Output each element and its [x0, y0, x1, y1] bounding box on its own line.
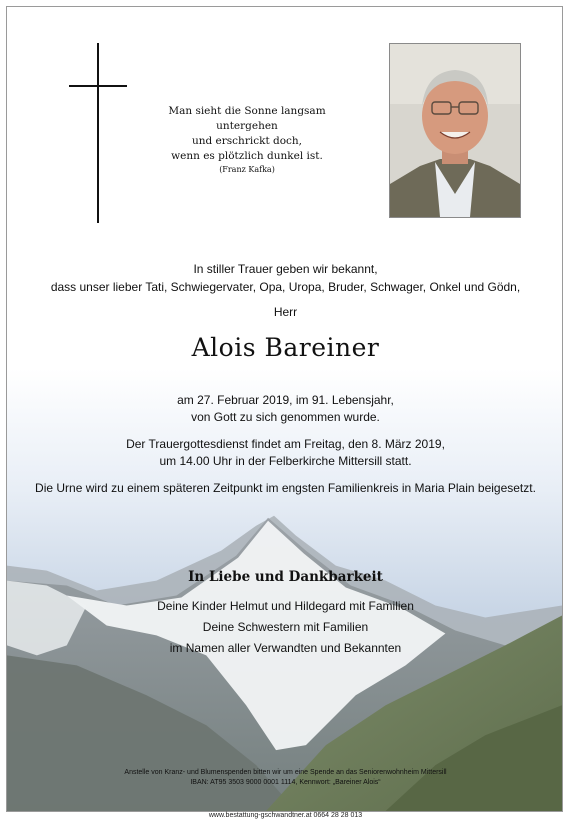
- mourner-line: im Namen aller Verwandten und Bekannten: [169, 641, 402, 655]
- poem-line: wenn es plötzlich dunkel ist.: [171, 150, 323, 162]
- announcement-text: [7, 260, 563, 296]
- mourner-line: Deine Kinder Helmut und Hildegard mit Familien: [157, 599, 414, 613]
- death-line: am 27. Februar 2019, im 91. Lebensjahr,: [177, 393, 394, 407]
- mourner-line: Deine Schwestern mit Familien: [202, 620, 369, 634]
- iban-line: IBAN: AT95 3503 9000 0001 1114, Kennwort: „Bareiner Alois“: [190, 779, 381, 786]
- poem-line: Man sieht die Sonne langsam untergehen: [168, 105, 326, 132]
- poem-author: (Franz Kafka): [219, 165, 275, 174]
- service-line: um 14.00 Uhr in der Felberkirche Mittersill statt.: [159, 454, 412, 468]
- death-line: von Gott zu sich genommen wurde.: [191, 410, 380, 424]
- death-info: [7, 392, 563, 426]
- portrait-photo: [389, 43, 521, 218]
- cross-icon-vertical: [97, 43, 99, 223]
- service-info: [7, 436, 563, 470]
- deceased-name: Alois Bareiner: [191, 333, 380, 362]
- website-contact: www.bestattung-gschwandtner.at 0664 28 28 013: [208, 812, 363, 819]
- closing-phrase: In Liebe und Dankbarkeit: [188, 569, 383, 585]
- obituary-card: [6, 6, 563, 812]
- announcement-line: dass unser lieber Tati, Schwiegervater, Opa, Uropa, Bruder, Schwager, Onkel und Gödn,: [50, 280, 521, 294]
- announcement-line: In stiller Trauer geben wir bekannt,: [193, 262, 378, 276]
- urn-info: Die Urne wird zu einem späteren Zeitpunkt im engsten Familienkreis in Maria Plain beigesetzt.: [35, 481, 536, 495]
- donation-note: [7, 768, 563, 788]
- cross-icon-horizontal: [69, 85, 127, 87]
- mourners-list: [7, 596, 563, 659]
- title-prefix: Herr: [273, 305, 298, 319]
- poem-quote: [137, 104, 357, 176]
- poem-line: und erschrickt doch,: [191, 135, 303, 147]
- donation-line: Anstelle von Kranz- und Blumenspenden bitten wir um eine Spende an das Seniorenwohnheim Mittersill: [124, 769, 447, 776]
- service-line: Der Trauergottesdienst findet am Freitag, den 8. März 2019,: [126, 437, 445, 451]
